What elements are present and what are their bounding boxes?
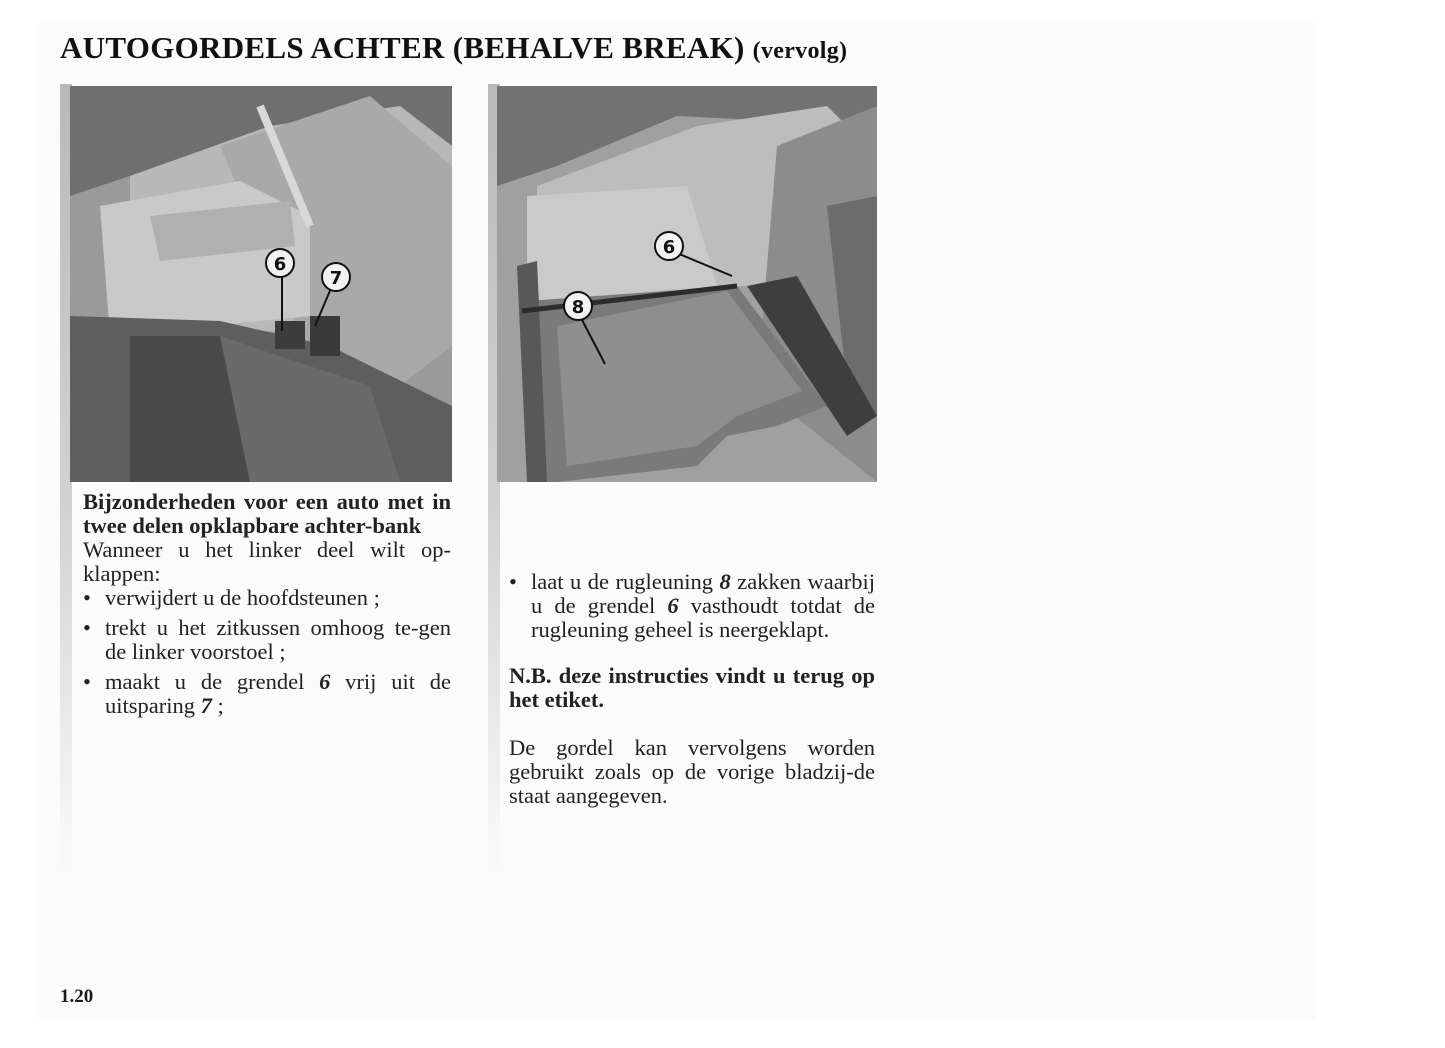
list-item-text: vasthoudt totdat de rugleuning geheel is neergeklapt. xyxy=(531,593,875,642)
list-item xyxy=(83,670,451,718)
left-column-text xyxy=(83,490,451,724)
right-column-text xyxy=(509,570,875,808)
intro-paragraph: Wanneer u het linker deel wilt op-klappen: xyxy=(83,537,451,586)
list-item-text: trekt u het zitkussen omhoog te-gen de linker voorstoel ; xyxy=(105,615,451,664)
callout-7: 7 xyxy=(329,268,343,289)
list-item-text: laat u de rugleuning xyxy=(531,569,720,594)
list-item xyxy=(83,586,451,610)
callout-6: 6 xyxy=(273,254,287,275)
title-continued: (vervolg) xyxy=(752,38,848,64)
reference-6: 6 xyxy=(319,669,331,694)
photo-rear-seat-backrest-folded xyxy=(497,86,877,482)
list-item-text: zakken waarbij u de grendel xyxy=(531,569,875,618)
reference-6: 6 xyxy=(667,593,679,618)
list-item-text: vrij uit de uitsparing xyxy=(105,669,451,718)
page-number: 1.20 xyxy=(60,986,94,1007)
callout-8: 8 xyxy=(571,297,585,318)
list-item xyxy=(509,570,875,642)
step-list xyxy=(509,570,875,642)
step-list xyxy=(83,586,451,718)
reference-8: 8 xyxy=(719,569,731,594)
list-item-text: verwijdert u de hoofdsteunen ; xyxy=(105,585,380,610)
closing-paragraph: De gordel kan vervolgens worden gebruikt zoals op de vorige bladzij-de staat aangegeven. xyxy=(509,735,875,808)
reference-7: 7 xyxy=(200,693,212,718)
section-heading: Bijzonderheden voor een auto met in twee delen opklapbare achter-bank xyxy=(83,489,451,538)
list-item-text: ; xyxy=(211,693,224,718)
page-title xyxy=(60,30,847,66)
list-item-text: maakt u de grendel xyxy=(105,669,320,694)
title-main: AUTOGORDELS ACHTER (BEHALVE BREAK) xyxy=(60,30,745,65)
list-item xyxy=(83,616,451,664)
photo-rear-seat-folded-cushion xyxy=(70,86,452,482)
note-text: N.B. deze instructies vindt u terug op het etiket. xyxy=(509,663,875,712)
callout-6: 6 xyxy=(662,237,676,258)
